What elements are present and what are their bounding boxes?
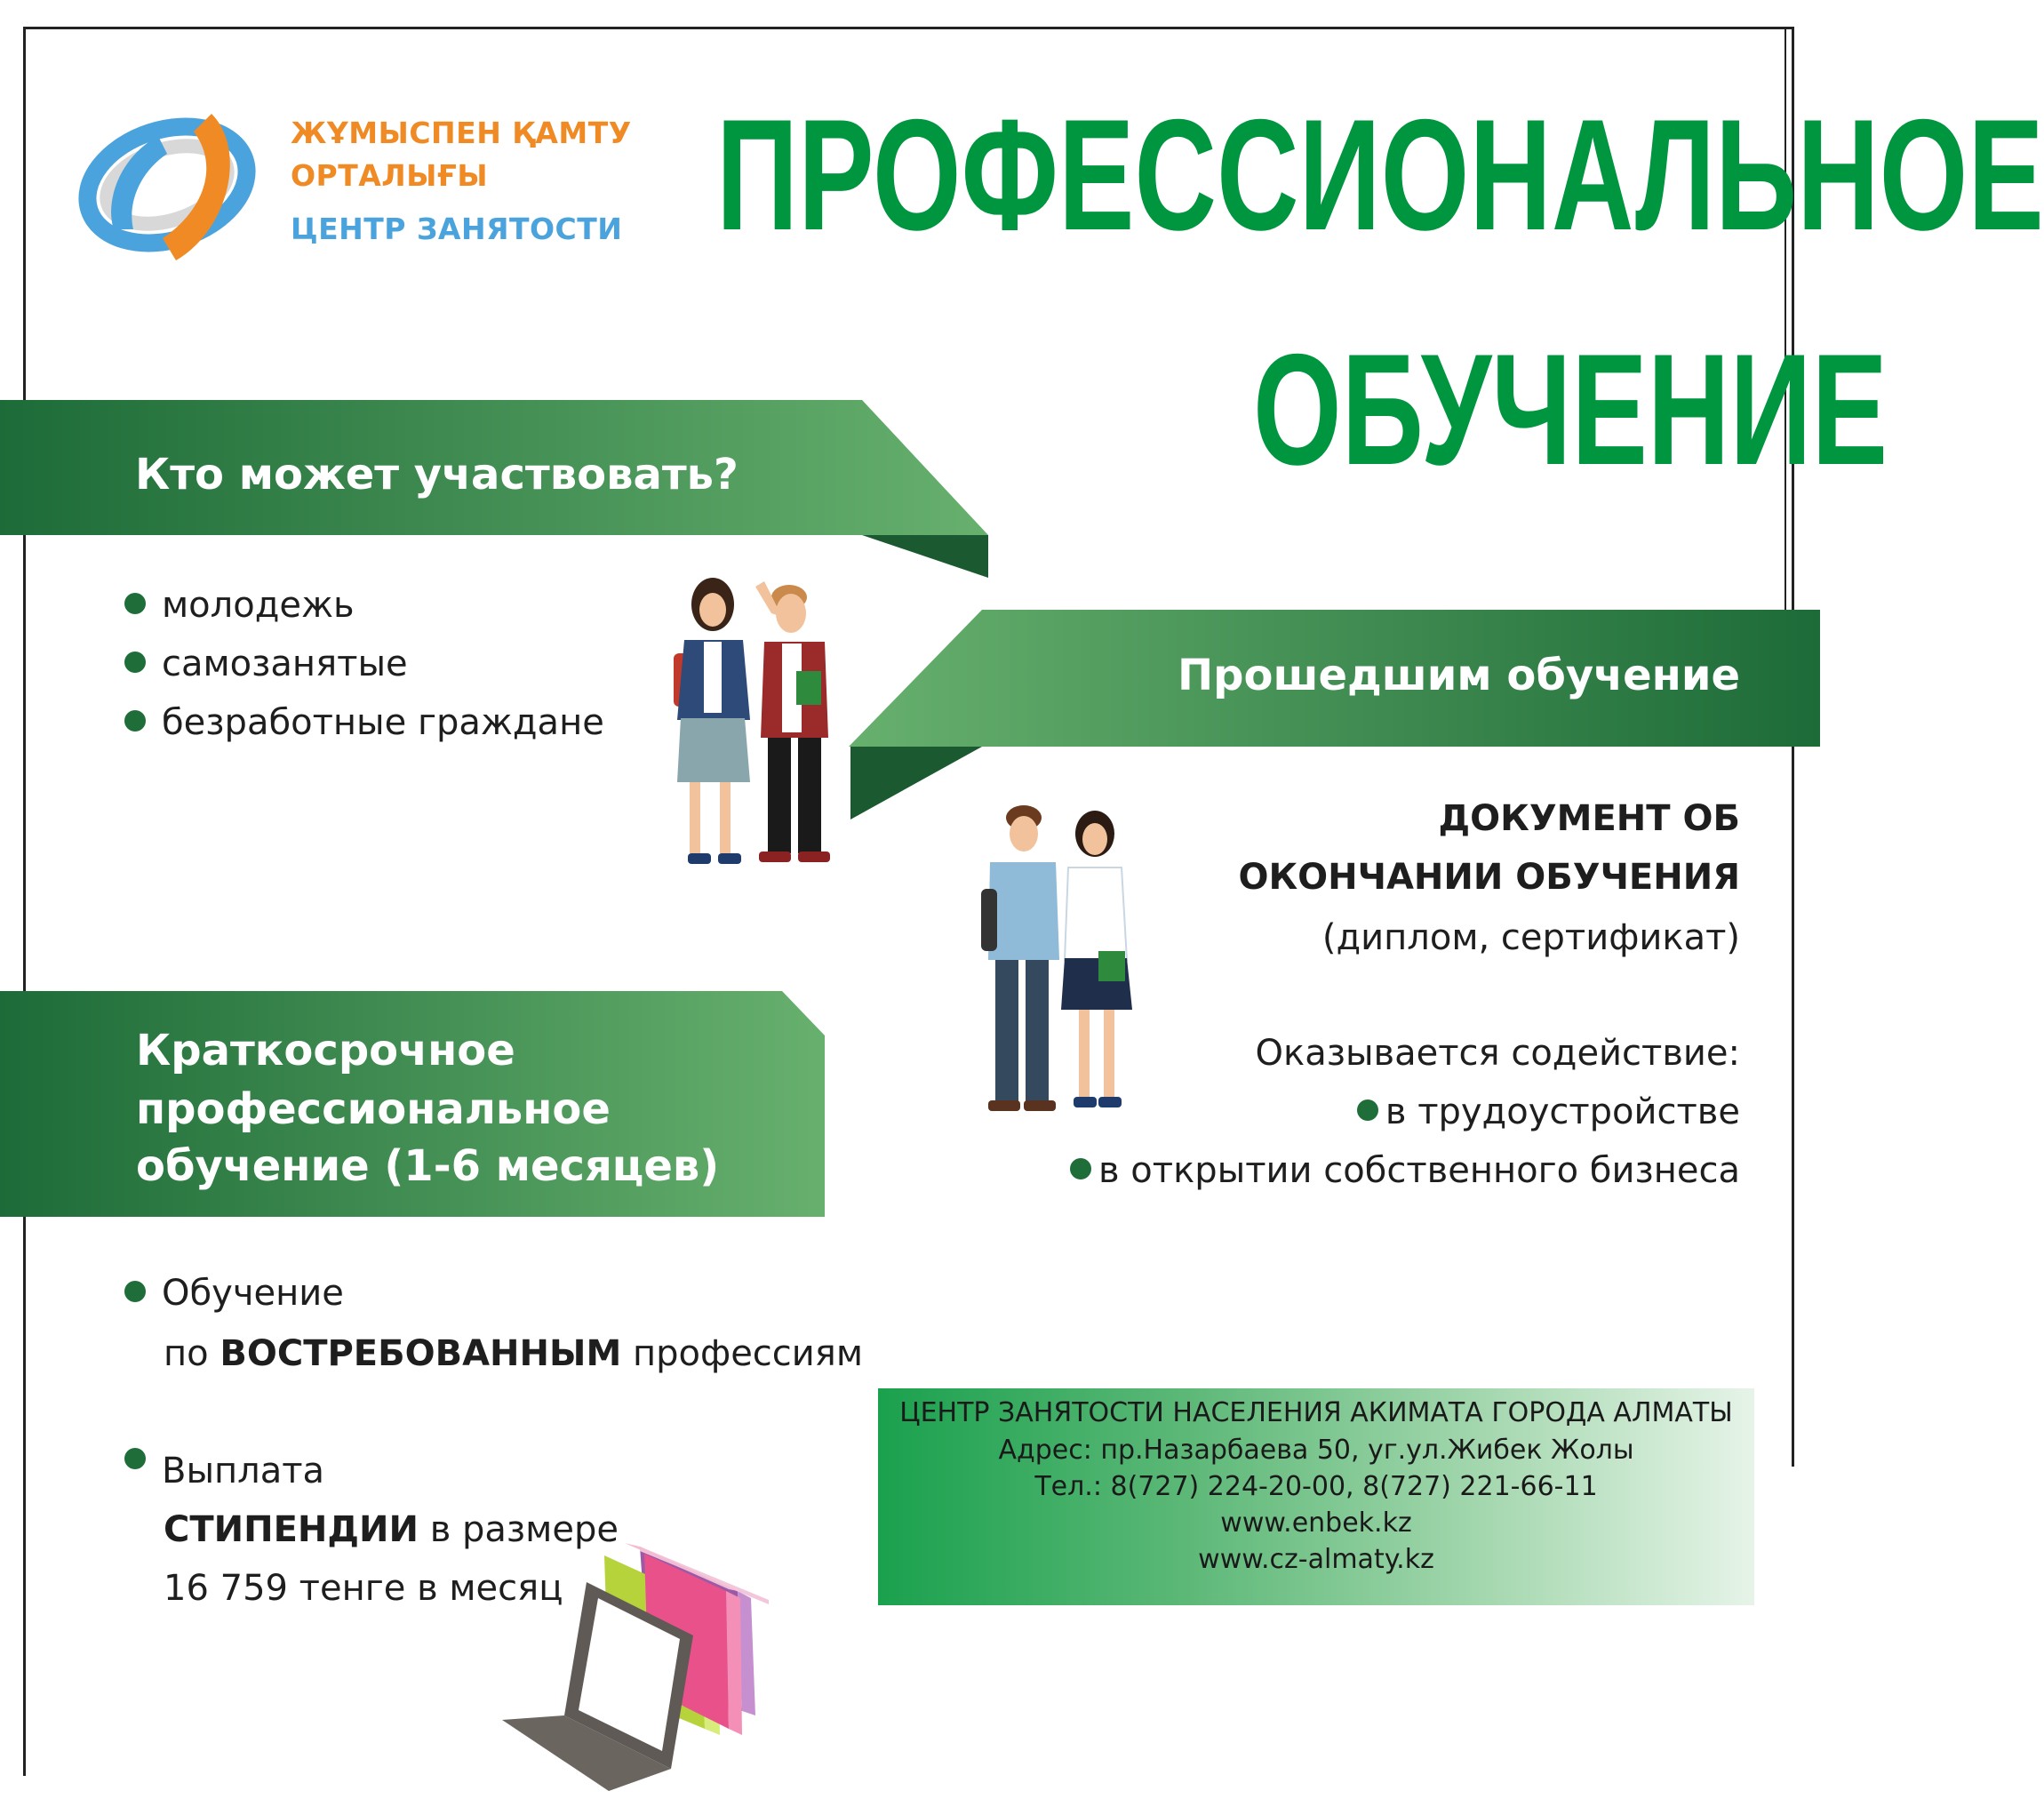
bullet-dot-icon bbox=[124, 1448, 146, 1469]
training-item-stipend bbox=[124, 1451, 324, 1491]
bullet-dot-icon bbox=[124, 710, 146, 732]
contact-website-cz-almaty[interactable]: www.cz-almaty.kz bbox=[1198, 1544, 1434, 1575]
training-item-label: Выплата bbox=[162, 1451, 325, 1491]
contact-box bbox=[878, 1388, 1754, 1605]
contact-address: Адрес: пр.Назарбаева 50, уг.ул.Жибек Жолы bbox=[998, 1435, 1634, 1466]
bullet-dot-icon bbox=[1357, 1099, 1378, 1121]
bullet-dot-icon bbox=[124, 652, 146, 673]
who-heading: Кто может участвовать? bbox=[135, 450, 739, 500]
training-item-demand-line2 bbox=[164, 1333, 863, 1374]
graduates-ribbon bbox=[849, 610, 1820, 823]
page-title-line1: ПРОФЕССИОНАЛЬНОЕ bbox=[716, 86, 2044, 263]
training-item-stipend-amount: 16 759 тенге в месяц bbox=[164, 1568, 563, 1609]
logo-text-russian: ЦЕНТР ЗАНЯТОСТИ bbox=[291, 212, 623, 246]
who-item-youth bbox=[124, 585, 355, 626]
assistance-item-label: в трудоустройстве bbox=[1385, 1091, 1740, 1132]
logo-text-kazakh-2: ОРТАЛЫҒЫ bbox=[291, 158, 489, 193]
frame-left-line bbox=[23, 27, 26, 1776]
employment-center-logo-icon bbox=[78, 96, 265, 274]
frame-top-line bbox=[23, 27, 1792, 29]
logo-text-kazakh-1: ЖҰМЫСПЕН ҚАМТУ bbox=[291, 116, 632, 150]
page-title-line2: ОБУЧЕНИЕ bbox=[1253, 321, 1888, 498]
training-item-text: профессиям bbox=[621, 1333, 864, 1374]
training-item-label: Обучение bbox=[162, 1273, 344, 1314]
bullet-dot-icon bbox=[124, 1281, 146, 1302]
students-illustration-icon bbox=[658, 569, 835, 907]
contact-organization: ЦЕНТР ЗАНЯТОСТИ НАСЕЛЕНИЯ АКИМАТА ГОРОДА АЛМАТЫ bbox=[899, 1397, 1733, 1428]
graduates-heading: Прошедшим обучение bbox=[1178, 651, 1740, 700]
bullet-dot-icon bbox=[1070, 1158, 1091, 1179]
assistance-item-employment bbox=[1357, 1091, 1740, 1132]
short-training-heading-line1: Краткосрочное bbox=[136, 1026, 515, 1075]
graduates-illustration-icon bbox=[969, 800, 1146, 1129]
training-item-stipend-line2 bbox=[164, 1509, 619, 1550]
books-laptop-illustration-icon bbox=[502, 1547, 822, 1795]
contact-website-enbek[interactable]: www.enbek.kz bbox=[1220, 1507, 1412, 1539]
training-item-emphasis: ВОСТРЕБОВАННЫМ bbox=[220, 1333, 622, 1374]
short-training-heading-line3: обучение (1-6 месяцев) bbox=[136, 1141, 720, 1191]
training-item-text: в размере bbox=[418, 1509, 619, 1550]
assistance-item-label: в открытии собственного бизнеса bbox=[1098, 1150, 1740, 1191]
who-item-label: молодежь bbox=[162, 585, 355, 626]
who-item-label: самозанятые bbox=[162, 644, 408, 684]
who-item-self-employed bbox=[124, 644, 408, 684]
training-item-emphasis: СТИПЕНДИИ bbox=[164, 1509, 419, 1550]
who-item-label: безработные граждане bbox=[162, 702, 604, 743]
short-training-heading-line2: профессиональное bbox=[136, 1084, 611, 1134]
document-title-line2: ОКОНЧАНИИ ОБУЧЕНИЯ bbox=[1238, 857, 1740, 898]
contact-phone: Тел.: 8(727) 224-20-00, 8(727) 221-66-11 bbox=[1034, 1471, 1598, 1502]
training-item-demand bbox=[124, 1273, 344, 1314]
assistance-item-business bbox=[1070, 1150, 1740, 1191]
document-title-line1: ДОКУМЕНТ ОБ bbox=[1438, 798, 1740, 839]
bullet-dot-icon bbox=[124, 593, 146, 614]
who-item-unemployed bbox=[124, 702, 604, 743]
training-item-text: по bbox=[164, 1333, 220, 1374]
document-types: (диплом, сертификат) bbox=[1321, 917, 1740, 958]
assistance-heading: Оказывается содействие: bbox=[1255, 1033, 1740, 1074]
